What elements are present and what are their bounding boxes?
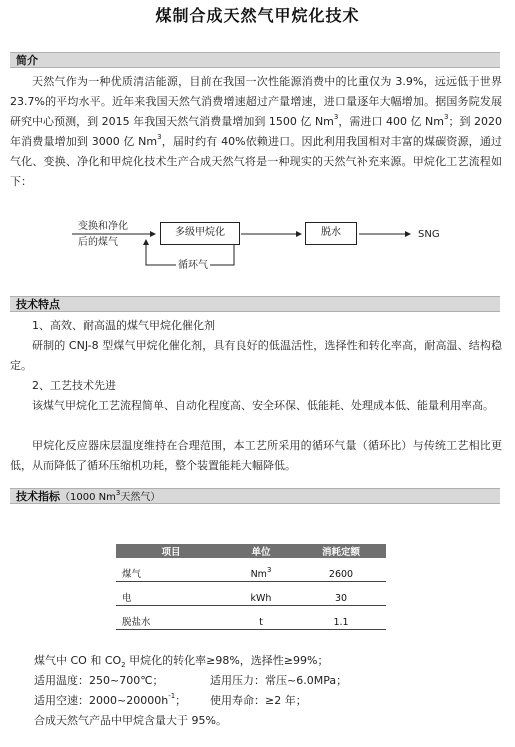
specs-sub-sup: 3 bbox=[115, 488, 121, 497]
feature-2-text-1: 该煤气甲烷化工艺流程简单、自动化程度高、安全环保、低能耗、处理成本低、能量利用率高。 bbox=[32, 399, 494, 412]
table-cell-item: 煤气 bbox=[116, 558, 226, 582]
section-heading-specs-sub bbox=[60, 488, 161, 503]
table-row bbox=[116, 606, 386, 630]
intro-sup-2: 3 bbox=[443, 113, 449, 122]
intro-sup-1: 3 bbox=[333, 113, 339, 122]
consumption-table bbox=[116, 544, 386, 630]
spec-line-lifetime: 使用寿命：≥2 年； bbox=[210, 694, 307, 707]
intro-text-2: ，需进口 400 亿 Nm bbox=[338, 115, 444, 128]
spec-line3-a: 适用空速：2000~20000h bbox=[34, 694, 169, 707]
section-heading-intro-label: 简介 bbox=[16, 54, 38, 67]
feature-2-title: 2、工艺技术先进 bbox=[32, 379, 116, 392]
spec-line3-sup: -1 bbox=[168, 692, 176, 701]
spec-line1-sub: 2 bbox=[121, 661, 126, 670]
flow-box-methanation: 多级甲烷化 bbox=[160, 222, 240, 245]
table-cell-unit: kWh bbox=[226, 582, 296, 606]
intro-paragraph bbox=[10, 72, 502, 192]
section-heading-specs-label: 技术指标 bbox=[16, 490, 60, 503]
table-row bbox=[116, 558, 386, 582]
table-header-row bbox=[116, 544, 386, 558]
specs-sub-pre: （1000 Nm bbox=[60, 492, 116, 503]
intro-text-3: ；到 2020 年消费量增加到 3000 亿 Nm bbox=[10, 115, 502, 148]
spec-line-temperature: 适用温度：250~700℃； bbox=[34, 674, 164, 687]
table-header-value: 消耗定额 bbox=[296, 544, 386, 558]
spec-line-pressure: 适用压力：常压~6.0MPa； bbox=[210, 674, 348, 687]
flow-input-label-1: 变换和净化 bbox=[78, 221, 128, 232]
spec-line1-a: 煤气中 CO 和 CO bbox=[34, 654, 122, 667]
table-header-item: 项目 bbox=[116, 544, 226, 558]
intro-sup-3: 3 bbox=[157, 133, 162, 142]
table-cell-item: 电 bbox=[116, 582, 226, 606]
section-heading-intro bbox=[10, 52, 500, 68]
feature-1-title: 1、高效、耐高温的煤气甲烷化催化剂 bbox=[32, 319, 215, 332]
section-heading-features bbox=[10, 296, 500, 312]
unit-sup: 3 bbox=[266, 565, 272, 574]
spec-line3-a2: ； bbox=[175, 694, 187, 707]
table-header-unit: 单位 bbox=[226, 544, 296, 558]
intro-text-1: 天然气作为一种优质清洁能源，目前在我国一次性能源消费中的比重仅为 3.9%，远远低于世界 23.7%的平均水平。近年来我国天然气消费增速超过产量增速，进口量逐年大幅增加。据国务院发展研究中心预测，到 2015 年我国天然气消费量增加到 1500 亿 Nm bbox=[10, 75, 502, 128]
flow-input-label-2: 后的煤气 bbox=[78, 237, 118, 248]
table-row bbox=[116, 582, 386, 606]
intro-text-4: ，届时约有 40%依赖进口。因此利用我国相对丰富的煤碳资源，通过气化、变换、净化和甲烷化技术生产合成天然气将是一种现实的天然气补充来源。甲烷化工艺流程如下： bbox=[10, 135, 502, 188]
table-cell-unit: t bbox=[226, 606, 296, 630]
spec-line-space-velocity bbox=[34, 693, 186, 709]
table-cell-item: 脱盐水 bbox=[116, 606, 226, 630]
table-cell-value: 30 bbox=[296, 582, 386, 606]
flow-output-label: SNG bbox=[418, 229, 440, 240]
arrow-recycle bbox=[146, 240, 234, 265]
table-cell-value: 2600 bbox=[296, 558, 386, 582]
specs-sub-post: 天然气） bbox=[120, 492, 161, 503]
spec-line1-b: 甲烷化的转化率≥98%，选择性≥99%； bbox=[125, 654, 329, 667]
flow-recycle-label: 循环气 bbox=[178, 260, 208, 271]
table-cell-unit bbox=[226, 558, 296, 582]
spec-line-conversion bbox=[34, 653, 328, 669]
section-heading-specs bbox=[10, 488, 500, 504]
page-title: 煤制合成天然气甲烷化技术 bbox=[155, 6, 360, 25]
flow-box-dehydration: 脱水 bbox=[305, 222, 357, 245]
table-cell-value: 1.1 bbox=[296, 606, 386, 630]
feature-2-text-2: 甲烷化反应器床层温度维持在合理范围，本工艺所采用的循环气量（循环比）与传统工艺相比更低，从而降低了循环压缩机功耗，整个装置能耗大幅降低。 bbox=[10, 439, 502, 472]
spec-line-methane-content: 合成天然气产品中甲烷含量大于 95%。 bbox=[34, 714, 227, 727]
unit-text: Nm bbox=[250, 569, 267, 580]
feature-1-text: 研制的 CNJ-8 型煤气甲烷化催化剂，具有良好的低温活性，选择性和转化率高，耐高温、结构稳定。 bbox=[10, 339, 502, 372]
section-heading-features-label: 技术特点 bbox=[16, 298, 60, 311]
